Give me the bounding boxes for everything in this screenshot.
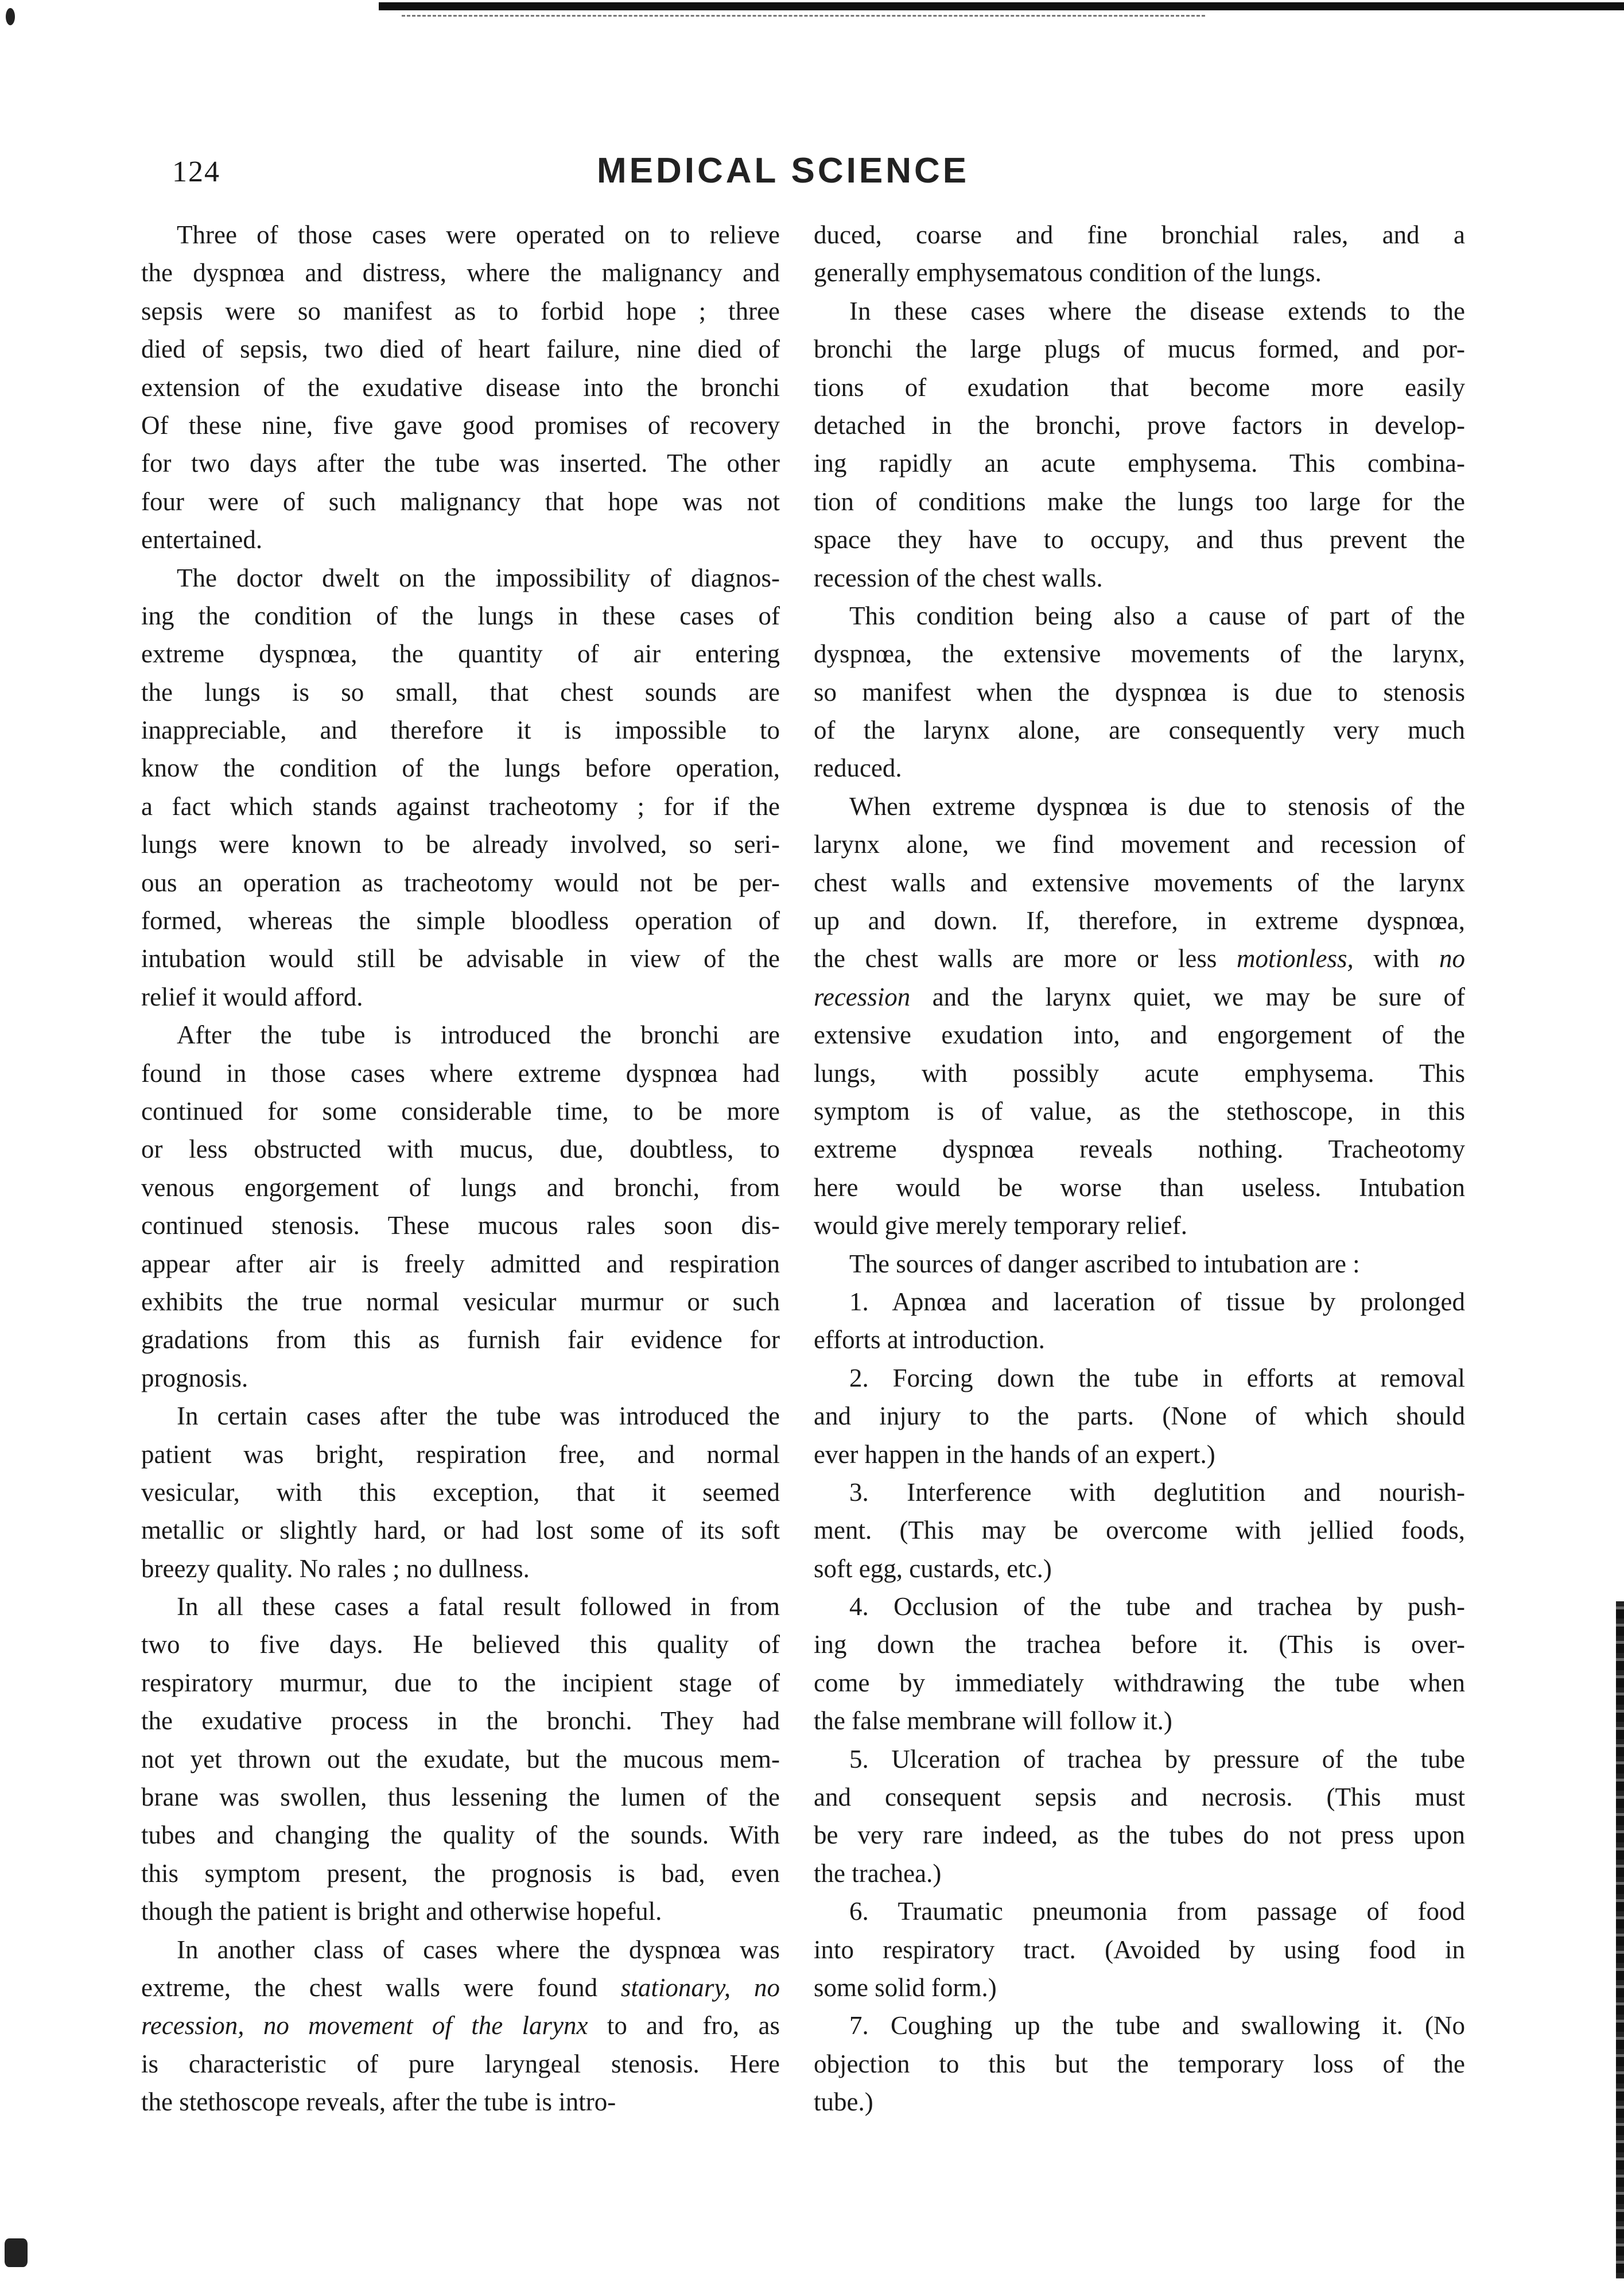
text-line: continued stenosis. These mucous rales soon dis- <box>141 1211 780 1240</box>
text-line: prognosis. <box>141 1363 248 1392</box>
text-line: tions of exudation that become more easily <box>814 372 1465 402</box>
text-line: four were of such malignancy that hope was not <box>141 487 780 516</box>
text-line: extreme dyspnœa reveals nothing. Tracheotomy <box>814 1135 1465 1164</box>
text-line: this symptom present, the prognosis is bad, even <box>141 1858 780 1888</box>
paragraph <box>141 216 780 559</box>
text-line: reduced. <box>814 754 902 783</box>
paragraph <box>141 1588 780 1931</box>
text-line: After the tube is introduced the bronchi are <box>177 1020 780 1050</box>
text-line: tion of conditions make the lungs too large for the <box>814 487 1465 516</box>
text-line: extension of the exudative disease into the bronchi <box>141 372 780 402</box>
text-line <box>141 2007 780 2044</box>
text-line: generally emphysematous condition of the lungs. <box>814 258 1322 288</box>
text-line: extreme dyspnœa, the quantity of air entering <box>141 639 780 669</box>
text-line: the false membrane will follow it.) <box>814 1706 1172 1736</box>
text-line: intubation would still be advisable in view of the <box>141 944 780 973</box>
left-column <box>141 216 780 2121</box>
text-line: duced, coarse and fine bronchial rales, and a <box>814 220 1465 249</box>
text-line: lungs were known to be already involved, so seri- <box>141 830 780 859</box>
text-line: 4. Occlusion of the tube and trachea by push- <box>849 1592 1465 1621</box>
text-line: some solid form.) <box>814 1973 997 2002</box>
paragraph <box>141 1016 780 1397</box>
text-line <box>814 940 1465 977</box>
text-segment: extreme, the chest walls were found <box>141 1973 621 2002</box>
paragraph <box>814 216 1465 292</box>
text-line: relief it would afford. <box>141 982 363 1011</box>
text-line: brane was swollen, thus lessening the lumen of the <box>141 1783 780 1812</box>
text-line: 6. Traumatic pneumonia from passage of food <box>849 1897 1465 1926</box>
text-line: bronchi the large plugs of mucus formed, and por- <box>814 335 1465 364</box>
italic-text: stationary, no <box>620 1973 780 2002</box>
paragraph <box>814 1283 1465 1359</box>
text-line: The doctor dwelt on the impossibility of diagnos- <box>177 563 780 592</box>
paragraph <box>814 1588 1465 1740</box>
italic-text: recession, no movement of the larynx <box>141 2011 588 2040</box>
text-line: would give merely temporary relief. <box>814 1211 1188 1240</box>
text-line: entertained. <box>141 525 263 554</box>
text-segment: and the larynx quiet, we may be sure of <box>910 982 1465 1011</box>
paragraph <box>814 1245 1465 1283</box>
text-line: detached in the bronchi, prove factors in develop- <box>814 410 1465 440</box>
text-line: come by immediately withdrawing the tube when <box>814 1668 1465 1697</box>
text-line: ever happen in the hands of an expert.) <box>814 1439 1215 1469</box>
text-line: extensive exudation into, and engorgement of the <box>814 1020 1465 1050</box>
text-line: 3. Interference with deglutition and nourish- <box>849 1477 1465 1507</box>
text-line: The sources of danger ascribed to intubation are : <box>849 1249 1360 1278</box>
text-line: up and down. If, therefore, in extreme dyspnœa, <box>814 906 1465 936</box>
text-line: space they have to occupy, and thus prevent the <box>814 525 1465 554</box>
text-line: objection to this but the temporary loss of the <box>814 2049 1465 2078</box>
text-line: larynx alone, we find movement and recession of <box>814 830 1465 859</box>
text-line: Of these nine, five gave good promises of recovery <box>141 410 780 440</box>
running-title: MEDICAL SCIENCE <box>597 151 970 191</box>
text-line: inappreciable, and therefore it is impossible to <box>141 716 780 745</box>
text-line: two to five days. He believed this quality of <box>141 1630 780 1659</box>
paragraph <box>814 1892 1465 2007</box>
text-line: died of sepsis, two died of heart failure, nine died of <box>141 335 780 364</box>
right-column <box>814 216 1465 2121</box>
text-line: metallic or slightly hard, or had lost some of its soft <box>141 1516 780 1545</box>
scan-speck <box>5 2238 28 2267</box>
text-segment: to and fro, as <box>588 2011 780 2040</box>
text-line: the dyspnœa and distress, where the malignancy and <box>141 258 780 288</box>
text-line <box>814 978 1465 1016</box>
text-line: a fact which stands against tracheotomy ; for if the <box>141 791 780 821</box>
text-line: not yet thrown out the exudate, but the mucous mem- <box>141 1744 780 1773</box>
text-line: venous engorgement of lungs and bronchi, from <box>141 1173 780 1202</box>
text-line: formed, whereas the simple bloodless operation of <box>141 906 780 936</box>
text-line: ing the condition of the lungs in these cases of <box>141 601 780 630</box>
paragraph <box>814 1359 1465 1473</box>
text-line: appear after air is freely admitted and respiration <box>141 1249 780 1278</box>
text-line: though the patient is bright and otherwise hopeful. <box>141 1897 662 1926</box>
text-line: breezy quality. No rales ; no dullness. <box>141 1554 530 1583</box>
italic-text: no <box>1439 944 1465 973</box>
text-line: 5. Ulceration of trachea by pressure of the tube <box>849 1744 1465 1773</box>
text-line: tube.) <box>814 2087 873 2117</box>
text-line: continued for some considerable time, to be more <box>141 1096 780 1126</box>
text-line: dyspnœa, the extensive movements of the larynx, <box>814 639 1465 669</box>
text-segment: with <box>1353 944 1439 973</box>
text-line: recession of the chest walls. <box>814 563 1103 592</box>
paragraph <box>141 1931 780 2121</box>
text-line: 2. Forcing down the tube in efforts at removal <box>849 1363 1465 1392</box>
text-line: gradations from this as furnish fair evidence for <box>141 1325 780 1355</box>
text-line: and injury to the parts. (None of which should <box>814 1402 1465 1431</box>
text-line: the stethoscope reveals, after the tube is intro- <box>141 2087 616 2117</box>
paragraph <box>814 1740 1465 1893</box>
scan-speck <box>6 8 15 25</box>
text-line: 7. Coughing up the tube and swallowing it. (No <box>849 2011 1465 2040</box>
text-line: know the condition of the lungs before operation, <box>141 754 780 783</box>
text-line: found in those cases where extreme dyspnœa had <box>141 1058 780 1088</box>
text-line: patient was bright, respiration free, and normal <box>141 1439 780 1469</box>
text-line: or less obstructed with mucus, due, doubtless, to <box>141 1135 780 1164</box>
paragraph <box>141 559 780 1016</box>
text-line: ment. (This may be overcome with jellied foods, <box>814 1516 1465 1545</box>
text-line: for two days after the tube was inserted. The other <box>141 449 780 478</box>
text-line: lungs, with possibly acute emphysema. This <box>814 1058 1465 1088</box>
text-line: In all these cases a fatal result followed in from <box>177 1592 780 1621</box>
text-line: ing rapidly an acute emphysema. This combina- <box>814 449 1465 478</box>
text-line: the trachea.) <box>814 1858 942 1888</box>
text-line: In certain cases after the tube was introduced the <box>177 1402 780 1431</box>
italic-text: recession <box>814 982 911 1011</box>
text-line: respiratory murmur, due to the incipient stage of <box>141 1668 780 1697</box>
text-line: exhibits the true normal vesicular murmur or such <box>141 1287 780 1316</box>
text-line: vesicular, with this exception, that it seemed <box>141 1477 780 1507</box>
text-line: is characteristic of pure laryngeal stenosis. Here <box>141 2049 780 2078</box>
text-line: When extreme dyspnœa is due to stenosis of the <box>849 791 1465 821</box>
scan-page-edge <box>1616 1601 1624 2279</box>
page-number: 124 <box>172 156 220 188</box>
text-line: In these cases where the disease extends to the <box>849 296 1465 325</box>
scan-dashed-rule <box>402 15 1205 18</box>
paragraph <box>814 787 1465 1245</box>
paragraph <box>814 292 1465 597</box>
text-line: the lungs is so small, that chest sounds are <box>141 677 780 707</box>
text-line <box>141 1969 780 2007</box>
text-line: be very rare indeed, as the tubes do not press upon <box>814 1821 1465 1850</box>
italic-text: motionless, <box>1237 944 1354 973</box>
text-line: here would be worse than useless. Intubation <box>814 1173 1465 1202</box>
scan-top-rule <box>379 2 1624 10</box>
text-line: This condition being also a cause of part of the <box>849 601 1465 630</box>
text-line: the exudative process in the bronchi. They had <box>141 1706 780 1736</box>
paragraph <box>814 1473 1465 1588</box>
text-line: In another class of cases where the dyspnœa was <box>177 1935 780 1964</box>
paragraph <box>141 1397 780 1588</box>
text-line: chest walls and extensive movements of the larynx <box>814 868 1465 897</box>
text-line: ous an operation as tracheotomy would not be per- <box>141 868 780 897</box>
text-line: efforts at introduction. <box>814 1325 1045 1355</box>
text-line: so manifest when the dyspnœa is due to stenosis <box>814 677 1465 707</box>
text-line: sepsis were so manifest as to forbid hope ; three <box>141 296 780 325</box>
text-line: soft egg, custards, etc.) <box>814 1554 1052 1583</box>
paragraph <box>814 2007 1465 2121</box>
text-line: 1. Apnœa and laceration of tissue by prolonged <box>849 1287 1465 1316</box>
text-line: symptom is of value, as the stethoscope, in this <box>814 1096 1465 1126</box>
text-line: Three of those cases were operated on to relieve <box>177 220 780 249</box>
text-segment: the chest walls are more or less <box>814 944 1237 973</box>
text-line: ing down the trachea before it. (This is over- <box>814 1630 1465 1659</box>
text-line: tubes and changing the quality of the sounds. With <box>141 1821 780 1850</box>
text-line: into respiratory tract. (Avoided by using food in <box>814 1935 1465 1964</box>
text-line: of the larynx alone, are consequently very much <box>814 716 1465 745</box>
text-line: and consequent sepsis and necrosis. (This must <box>814 1783 1465 1812</box>
paragraph <box>814 597 1465 787</box>
